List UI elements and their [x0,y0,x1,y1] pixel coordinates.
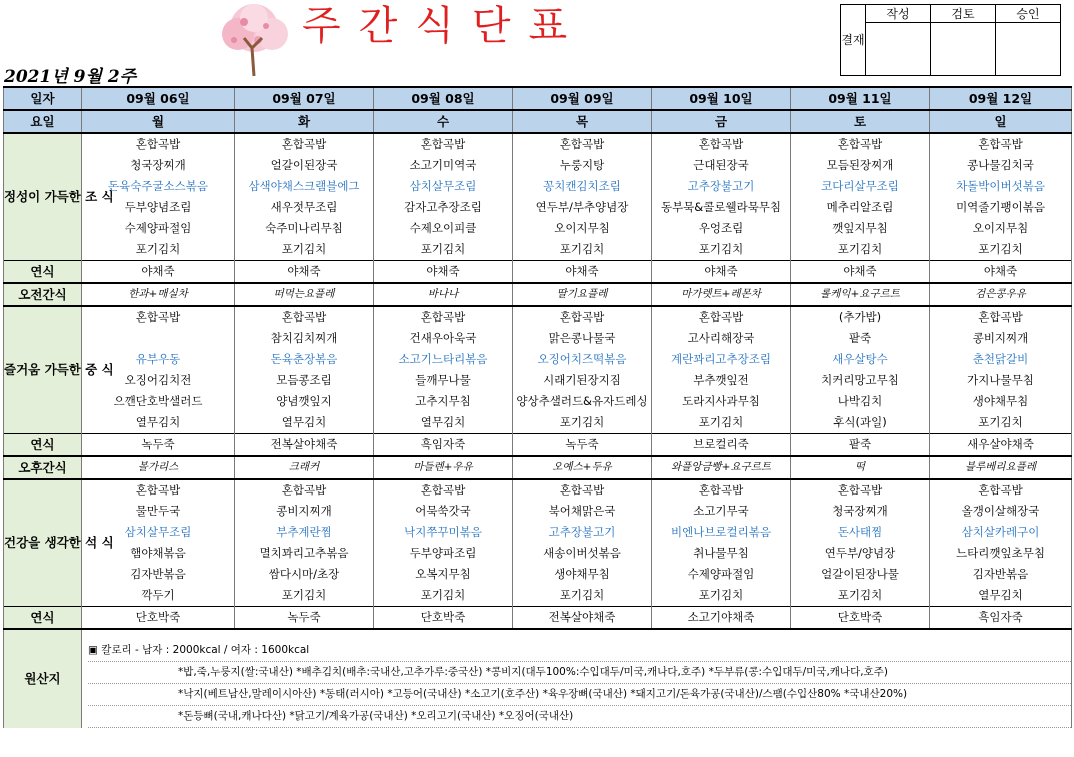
menu-table [3,86,1072,728]
menu-item: 고추장불고기 [652,176,791,197]
menu-item: 춘천닭갈비 [930,349,1072,370]
menu-item: 고사리해장국 [652,328,791,349]
day-cell: 화 [235,110,374,133]
menu-item: 삼치살무조림 [374,176,513,197]
menu-item: 열무김치 [374,412,513,434]
menu-item: 두부양념조림 [82,197,235,218]
menu-item: 청국장찌개 [82,155,235,176]
menu-item: 메추리알조림 [791,197,930,218]
menu-item: 소고기느타리볶음 [374,349,513,370]
snack-item: 떡 [791,456,930,479]
menu-item: 삼색야채스크램블에그 [235,176,374,197]
snack-item: 블루베리요플레 [930,456,1072,479]
menu-item [82,328,235,349]
snack-item: 바나나 [374,283,513,306]
menu-item: 혼합곡밥 [791,133,930,155]
menu-item: 열무김치 [930,585,1072,607]
lunch-label: 즐거움 가득한 중 식 [4,306,82,434]
menu-item: 쌈다시마/초장 [235,564,374,585]
menu-item: 어묵쑥갓국 [374,501,513,522]
date-cell: 09월 12일 [930,87,1072,110]
dinner-label: 건강을 생각한 석 식 [4,479,82,607]
menu-item: 부추계란찜 [235,522,374,543]
menu-item: 돈사태찜 [791,522,930,543]
menu-item: 비엔나브로컬리볶음 [652,522,791,543]
menu-item: 혼합곡밥 [652,306,791,328]
menu-item: 나박김치 [791,391,930,412]
menu-item: 느타리깻잎초무침 [930,543,1072,564]
day-cell: 월 [82,110,235,133]
snack-item: 마들렌+우유 [374,456,513,479]
porridge-item: 녹두죽 [235,607,374,630]
menu-item: 김자반볶음 [930,564,1072,585]
snack-item: 딸기요플레 [513,283,652,306]
menu-item: (추가밥) [791,306,930,328]
dinner-porridge-label: 연식 [4,607,82,630]
menu-item: 감자고추장조림 [374,197,513,218]
menu-item: 부추깻잎전 [652,370,791,391]
menu-item: 시래기된장지짐 [513,370,652,391]
menu-item: 혼합곡밥 [82,479,235,501]
porridge-item: 전복살야채죽 [235,434,374,457]
approval-sign-approve[interactable] [996,23,1061,76]
menu-item: 모듬된장찌개 [791,155,930,176]
menu-item: 오복지무침 [374,564,513,585]
menu-item: 혼합곡밥 [82,133,235,155]
menu-item: 포기김치 [374,585,513,607]
menu-item: 수제양파절임 [82,218,235,239]
menu-item: 포기김치 [82,239,235,261]
menu-item: 포기김치 [235,239,374,261]
porridge-item: 팥죽 [791,434,930,457]
menu-item: 참치김치찌개 [235,328,374,349]
porridge-item: 단호박죽 [374,607,513,630]
menu-item: 숙주미나리무침 [235,218,374,239]
menu-item: 삼치살무조림 [82,522,235,543]
day-cell: 금 [652,110,791,133]
menu-item: 돈육춘장볶음 [235,349,374,370]
porridge-item: 단호박죽 [82,607,235,630]
date-label: 일자 [4,87,82,110]
menu-item: 수제오이피클 [374,218,513,239]
menu-item: 혼합곡밥 [930,306,1072,328]
header-area [0,0,1074,85]
menu-item: 취나물무침 [652,543,791,564]
origin-line: *돈등뼈(국내,캐나다산) *닭고기/계육가공(국내산) *오리고기(국내산) *오징어(국내산) [88,706,1071,728]
porridge-item: 흑임자죽 [930,607,1072,630]
menu-item: 청국장찌개 [791,501,930,522]
am_snack-label: 오전간식 [4,283,82,306]
snack-item: 오예스+두유 [513,456,652,479]
breakfast-label: 정성이 가득한 조 식 [4,133,82,261]
menu-item: 수제양파절임 [652,564,791,585]
porridge-item: 야채죽 [82,261,235,284]
date-cell: 09월 10일 [652,87,791,110]
menu-item: 으깬단호박샐러드 [82,391,235,412]
menu-item: 동부묵&콜로웰라묵무침 [652,197,791,218]
approval-side-label: 결재 [841,5,866,76]
menu-item: 미역줄기팽이볶음 [930,197,1072,218]
menu-item: 혼합곡밥 [513,133,652,155]
menu-item: 고추장불고기 [513,522,652,543]
porridge-item: 녹두죽 [513,434,652,457]
menu-item: 코다리살무조림 [791,176,930,197]
menu-item: 깻잎지무침 [791,218,930,239]
menu-item: 모듬콩조림 [235,370,374,391]
menu-item: 포기김치 [513,239,652,261]
menu-item: 포기김치 [652,412,791,434]
approval-box [840,4,1061,76]
origin-label: 원산지 [4,629,82,728]
menu-item: 차돌박이버섯볶음 [930,176,1072,197]
snack-item: 롤케익+요구르트 [791,283,930,306]
day-cell: 목 [513,110,652,133]
menu-item: 연두부/양념장 [791,543,930,564]
menu-item: 새송이버섯볶음 [513,543,652,564]
menu-item: 오이지무침 [930,218,1072,239]
menu-item: 포기김치 [235,585,374,607]
menu-item: 물만두국 [82,501,235,522]
menu-item: 혼합곡밥 [930,133,1072,155]
menu-item: 오이지무침 [513,218,652,239]
menu-item: 혼합곡밥 [652,479,791,501]
snack-item: 떠먹는요플레 [235,283,374,306]
menu-item: 포기김치 [513,585,652,607]
approval-header-approve: 승인 [996,5,1061,23]
date-cell: 09월 09일 [513,87,652,110]
menu-item: 들깨무나물 [374,370,513,391]
porridge-item: 야채죽 [513,261,652,284]
menu-item: 소고기미역국 [374,155,513,176]
menu-item: 혼합곡밥 [513,306,652,328]
porridge-item: 야채죽 [235,261,374,284]
menu-item: 깍두기 [82,585,235,607]
menu-item: 누룽지탕 [513,155,652,176]
menu-item: 혼합곡밥 [235,133,374,155]
menu-item: 삼치살카레구이 [930,522,1072,543]
date-cell: 09월 11일 [791,87,930,110]
origin-line: *밥,죽,누룽지(쌀:국내산) *배추김치(배추:국내산,고추가루:중국산) *콩비지(대두100%:수입대두/미국,캐나다,호주) *두부류(콩:수입대두/미국,캐나다,호주) [88,662,1071,684]
menu-item: 치커리망고무침 [791,370,930,391]
week-label: 2021년 9월 2주 [4,67,137,87]
approval-header-review: 검토 [931,5,996,23]
porridge-item: 흑임자죽 [374,434,513,457]
menu-item: 혼합곡밥 [235,306,374,328]
origin-line: *낙지(베트남산,말레이시아산) *동태(러시아) *고등어(국내산) *소고기(호주산) *육우장뼈(국내산) *돼지고기/돈육가공(국내산)/스팸(수입산80% *국내산20%) [88,684,1071,706]
menu-item: 올갱이살해장국 [930,501,1072,522]
menu-item: 혼합곡밥 [374,133,513,155]
porridge-item: 야채죽 [374,261,513,284]
porridge-item: 전복살야채죽 [513,607,652,630]
porridge-item: 브로컬리죽 [652,434,791,457]
menu-item: 유부우동 [82,349,235,370]
day-cell: 토 [791,110,930,133]
menu-item: 멸치꽈리고추볶음 [235,543,374,564]
menu-item: 열무김치 [235,412,374,434]
menu-item: 낙지쭈꾸미볶음 [374,522,513,543]
date-cell: 09월 08일 [374,87,513,110]
menu-item: 팥죽 [791,328,930,349]
menu-item: 새우살탕수 [791,349,930,370]
menu-item: 포기김치 [791,585,930,607]
menu-item: 양상추샐러드&유자드레싱 [513,391,652,412]
snack-item: 크래커 [235,456,374,479]
approval-sign-write[interactable] [866,23,931,76]
menu-item: 우엉조림 [652,218,791,239]
menu-item: 돈육숙주굴소스볶음 [82,176,235,197]
day-cell: 수 [374,110,513,133]
menu-item: 연두부/부추양념장 [513,197,652,218]
approval-sign-review[interactable] [931,23,996,76]
breakfast-porridge-label: 연식 [4,261,82,284]
menu-item: 포기김치 [374,239,513,261]
snack-item: 와플앙금빵+요구르트 [652,456,791,479]
menu-item: 도라지사과무침 [652,391,791,412]
menu-item: 포기김치 [930,239,1072,261]
day-cell: 일 [930,110,1072,133]
menu-item: 콩비지찌개 [930,328,1072,349]
menu-item: 가지나물무침 [930,370,1072,391]
date-cell: 09월 07일 [235,87,374,110]
page-title: 주간식단표 [302,3,586,49]
menu-item: 혼합곡밥 [82,306,235,328]
menu-item: 얼갈이된장나물 [791,564,930,585]
menu-item: 콩비지찌개 [235,501,374,522]
origin-line: ▣ 칼로리 - 남자 : 2000kcal / 여자 : 1600kcal [88,640,1071,662]
porridge-item: 야채죽 [930,261,1072,284]
menu-item: 혼합곡밥 [513,479,652,501]
menu-item: 콩나물김치국 [930,155,1072,176]
snack-item: 마가렛트+레몬차 [652,283,791,306]
menu-item: 근대된장국 [652,155,791,176]
menu-item: 고추지무침 [374,391,513,412]
menu-item: 김자반볶음 [82,564,235,585]
menu-item: 후식(과일) [791,412,930,434]
menu-item: 포기김치 [930,412,1072,434]
menu-item: 혼합곡밥 [374,306,513,328]
menu-item: 양념깻잎지 [235,391,374,412]
menu-item: 오징어김치전 [82,370,235,391]
porridge-item: 야채죽 [791,261,930,284]
menu-item: 오징어치즈떡볶음 [513,349,652,370]
menu-item: 열무김치 [82,412,235,434]
menu-item: 생야채무침 [930,391,1072,412]
menu-item: 얼갈이된장국 [235,155,374,176]
menu-item: 북어채맑은국 [513,501,652,522]
menu-item: 혼합곡밥 [652,133,791,155]
snack-item: 한과+매실차 [82,283,235,306]
menu-item: 계란꽈리고추장조림 [652,349,791,370]
menu-item: 맑은콩나물국 [513,328,652,349]
date-cell: 09월 06일 [82,87,235,110]
menu-item: 포기김치 [652,239,791,261]
menu-item: 건새우아욱국 [374,328,513,349]
porridge-item: 야채죽 [652,261,791,284]
menu-item: 햄야채볶음 [82,543,235,564]
menu-item: 포기김치 [652,585,791,607]
snack-item: 볼가리스 [82,456,235,479]
menu-item: 혼합곡밥 [374,479,513,501]
menu-item: 생야채무침 [513,564,652,585]
porridge-item: 소고기야채죽 [652,607,791,630]
snack-item: 검은콩우유 [930,283,1072,306]
menu-item: 포기김치 [791,239,930,261]
day-label: 요일 [4,110,82,133]
menu-item: 혼합곡밥 [235,479,374,501]
porridge-item: 단호박죽 [791,607,930,630]
origin-info [82,629,1072,728]
pm_snack-label: 오후간식 [4,456,82,479]
menu-item: 혼합곡밥 [930,479,1072,501]
approval-header-write: 작성 [866,5,931,23]
menu-item: 꽁치캔김치조림 [513,176,652,197]
menu-item: 혼합곡밥 [791,479,930,501]
porridge-item: 새우살야채죽 [930,434,1072,457]
lunch-porridge-label: 연식 [4,434,82,457]
porridge-item: 녹두죽 [82,434,235,457]
cherry-blossom-tree-icon [214,2,296,76]
menu-item: 포기김치 [513,412,652,434]
menu-item: 새우젓무조림 [235,197,374,218]
menu-item: 두부양파조림 [374,543,513,564]
menu-item: 소고기무국 [652,501,791,522]
